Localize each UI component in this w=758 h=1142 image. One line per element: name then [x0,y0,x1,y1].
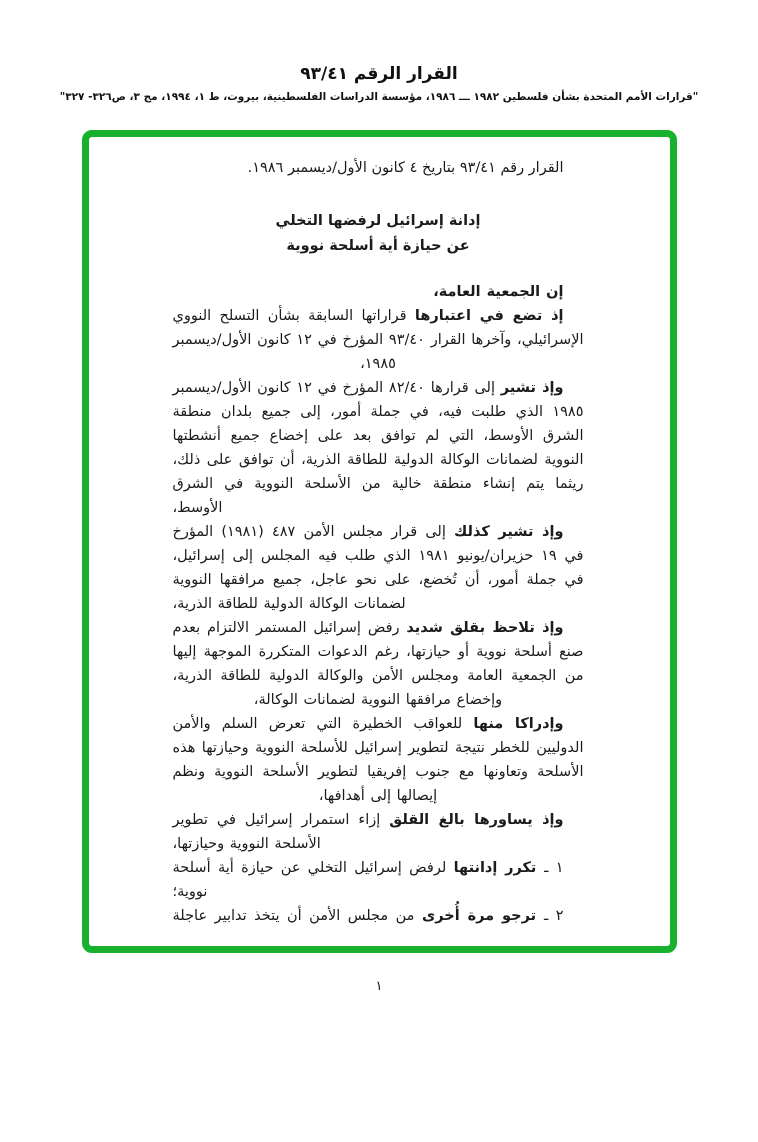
preamble-paragraph [173,520,584,616]
paragraph-text: رفض إسرائيل المستمر الالتزام بعدم صنع أسلحة نووية أو حيازتها، رغم الدعوات المتكررة الموجهة إليها من الجمعية العامة ومجلس الأمن والوكالة الدولية للطاقة الذرية، وإخضاع مرافقها النووية لضمانات الوكالة، [172,620,584,708]
item-text: لرفض إسرائيل التخلي عن حيازة أية أسلحة نووية؛ [172,860,454,900]
heading-line-2: عن حيازة أية أسلحة نووية [286,238,470,254]
paragraph-text: للعواقب الخطيرة التي تعرض السلم والأمن الدوليين للخطر نتيجة لتطوير إسرائيل للأسلحة النووية وحيازتها هذه الأسلحة وتعاونها مع جنوب إفريقيا لتطوير الأسلحة النووية ونظم إيصالها إلى أهدافها، [172,716,584,804]
item-number: ١ ـ [544,860,564,876]
document-heading [173,209,584,259]
operative-item [173,856,584,904]
document-page [0,64,758,1142]
paragraph-lead: وإذ يساورها بالغ القلق [389,812,564,828]
page-title: القرار الرقم ٩٣/٤١ [300,64,458,84]
paragraph-lead: إذ تضع في اعتبارها [414,308,564,324]
page-number: ١ [375,979,383,994]
preamble-paragraph [173,616,584,712]
preamble-paragraph [173,808,584,856]
resolution-number-line: القرار رقم ٩٣/٤١ بتاريخ ٤ كانون الأول/ديسمبر ١٩٨٦. [247,160,564,176]
preamble-paragraph [173,712,584,808]
paragraph-lead: إن الجمعية العامة، [433,284,564,300]
preamble-paragraph-opening [173,280,584,304]
item-text: من مجلس الأمن أن يتخذ تدابير عاجلة [172,908,422,924]
paragraph-text: إلى قرار مجلس الأمن ٤٨٧ (١٩٨١) المؤرخ في ١٩ حزيران/يونيو ١٩٨١ الذي طلب فيه المجلس إلى إسرائيل، في جملة أمور، أن تُخضع، على نحو عاجل، جميع مرافقها النووية لضمانات الوكالة الدولية للطاقة الذرية، [172,524,584,612]
paragraph-text: قراراتها السابقة بشأن التسلح النووي الإسرائيلي، وآخرها القرار ٩٣/٤٠ المؤرخ في ١٢ كانون الأول/ديسمبر ١٩٨٥، [172,308,584,372]
item-lead: تكرر إدانتها [453,860,545,876]
document-frame [82,130,677,953]
preamble-paragraph [173,376,584,520]
item-number: ٢ ـ [543,908,564,924]
paragraph-lead: وإذ تشير [500,380,564,396]
paragraph-text: إزاء استمرار إسرائيل في تطوير الأسلحة النووية وحيازتها، [172,812,390,852]
item-lead: ترجو مرة أُخرى [421,908,544,924]
paragraph-lead: وإذ تشير كذلك [454,524,564,540]
heading-line-1: إدانة إسرائيل لرفضها التخلي [275,213,481,229]
operative-item [173,904,584,928]
paragraph-lead: وإذ تلاحظ بقلق شديد [406,620,564,636]
paragraph-lead: وإدراكا منها [473,716,564,732]
paragraph-text: إلى قرارها ٨٢/٤٠ المؤرخ في ١٢ كانون الأول/ديسمبر ١٩٨٥ الذي طلبت فيه، في جملة أمور، إلى جميع بلدان منطقة الشرق الأوسط، التي لم توافق بعد على إخضاع جميع أنشطتها النووية لضمانات الوكالة الدولية للطاقة الذرية، أن توافق على ذلك، ريثما يتم إنشاء منطقة خالية من الأسلحة النووية في الشرق الأوسط، [172,380,584,516]
citation-line: "قرارات الأمم المتحدة بشأن فلسطين ١٩٨٢ ـــ ١٩٨٦، مؤسسة الدراسات الفلسطينية، بيروت، ط ١، ١٩٩٤، مج ٣، ص٣٢٦- ٣٢٧" [59,91,699,103]
preamble-paragraph [173,304,584,376]
